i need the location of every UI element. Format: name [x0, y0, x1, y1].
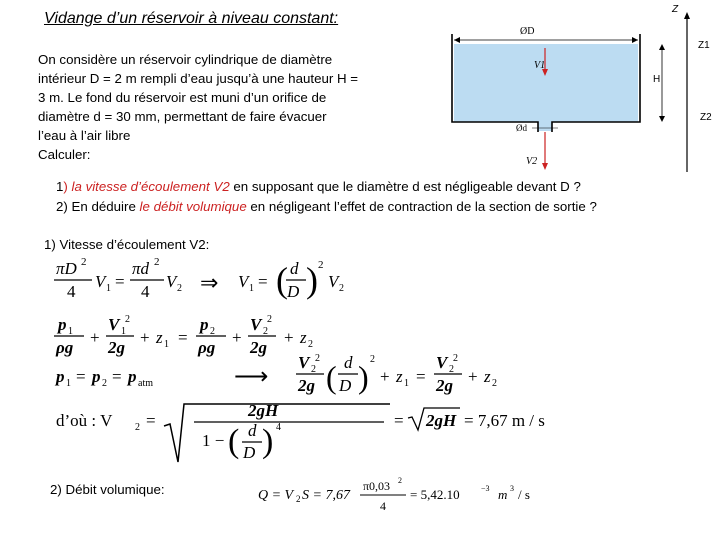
problem-statement — [38, 50, 418, 164]
diameter-arrow-left — [454, 37, 460, 43]
eq5-s: S = 7,67 — [302, 488, 350, 503]
svg-text:z: z — [396, 367, 403, 386]
eq3-arrow: ⟶ — [234, 364, 269, 390]
v2-arrowhead — [542, 163, 548, 170]
svg-text:d: d — [248, 421, 257, 440]
bernoulli-equation — [54, 314, 313, 357]
v1-label: V1 — [534, 60, 546, 71]
section-1-heading: 1) Vitesse d’écoulement V2: — [44, 237, 210, 252]
eq1b-v1: V — [238, 272, 249, 291]
eq1-exp: 2 — [81, 256, 87, 268]
svg-text:=: = — [76, 367, 86, 386]
svg-text:p: p — [58, 315, 67, 334]
svg-text:2: 2 — [296, 494, 301, 504]
svg-text:2g: 2g — [250, 338, 267, 357]
question-2-text: en négligeant l’effet de contraction de la section de sortie ? — [246, 199, 597, 214]
velocity-result — [56, 401, 545, 462]
svg-text:2g: 2g — [436, 376, 453, 395]
question-2-highlight: le débit volumique — [139, 199, 247, 214]
z2-label: Z2 — [700, 112, 712, 123]
svg-text:2: 2 — [102, 378, 107, 389]
eq4-one-minus: 1 − — [202, 431, 225, 450]
question-1-number: 1 — [56, 179, 64, 194]
svg-text:): ) — [358, 359, 369, 395]
svg-text:=: = — [112, 367, 122, 386]
svg-text:V: V — [108, 315, 120, 334]
eq1-equals: = — [115, 272, 125, 291]
svg-text:2gH: 2gH — [426, 411, 457, 430]
eq1-pi-D: πD — [56, 259, 77, 278]
svg-text:+: + — [232, 328, 242, 347]
eq1-four-2: 4 — [141, 282, 150, 301]
svg-text:2: 2 — [449, 364, 454, 375]
eq2-plus-1: + — [90, 328, 100, 347]
svg-text:(: ( — [326, 359, 337, 395]
eq5-den: 4 — [380, 499, 386, 513]
question-1 — [56, 179, 581, 194]
svg-text:1: 1 — [164, 339, 169, 350]
eq5-num: π0,03 — [363, 479, 391, 493]
eq1-v1-sub: 1 — [106, 283, 111, 294]
eq1b-equals: = — [258, 272, 268, 291]
svg-text:=: = — [146, 411, 156, 430]
eq4-dou: d’où : V — [56, 411, 113, 430]
flow-rate-result — [258, 476, 530, 513]
svg-text:+: + — [468, 367, 478, 386]
continuity-equation — [54, 256, 344, 301]
svg-text:+: + — [140, 328, 150, 347]
diameter-label: ØD — [520, 26, 535, 37]
svg-text:V: V — [298, 353, 310, 372]
eq5-unit-exp: 3 — [510, 484, 514, 493]
svg-text:=: = — [178, 328, 188, 347]
eq1-four-1: 4 — [67, 282, 76, 301]
svg-text:+: + — [284, 328, 294, 347]
svg-text:D: D — [339, 376, 352, 395]
eq4-two-gh: 2gH — [248, 401, 279, 420]
question-2 — [56, 199, 597, 214]
svg-text:2g: 2g — [298, 376, 315, 395]
svg-text:): ) — [262, 423, 274, 460]
question-1-text: en supposant que le diamètre d est négligeable devant D ? — [229, 179, 581, 194]
svg-text:V: V — [436, 353, 448, 372]
question-2-prefix: 2) En déduire — [56, 199, 140, 214]
svg-text:p: p — [200, 315, 209, 334]
svg-text:2: 2 — [267, 314, 272, 325]
tank-water — [454, 44, 638, 122]
svg-text:+: + — [380, 367, 390, 386]
svg-text:D: D — [243, 443, 256, 462]
svg-text:2: 2 — [210, 326, 215, 337]
eq5-exp: 2 — [398, 476, 402, 485]
diameter-arrow-right — [632, 37, 638, 43]
eq2-rho-g-1: ρg — [56, 338, 74, 357]
eq1-implies: ⇒ — [200, 270, 219, 295]
orifice-water — [538, 120, 552, 131]
svg-text:2: 2 — [370, 354, 375, 365]
eq1b-v2-sub: 2 — [339, 283, 344, 294]
svg-text:z: z — [484, 367, 491, 386]
svg-text:1: 1 — [66, 378, 71, 389]
svg-text:z: z — [156, 328, 163, 347]
svg-text:d: d — [290, 259, 299, 278]
z1-label: Z1 — [698, 40, 710, 51]
z-axis-arrow — [684, 12, 690, 19]
question-1-highlight: la vitesse d’écoulement V2 — [67, 179, 230, 194]
v2-label: V2 — [526, 156, 538, 167]
svg-text:=: = — [416, 367, 426, 386]
eq5-exp-neg: −3 — [481, 484, 490, 493]
statement-line: l’eau à l’air libre — [38, 128, 131, 143]
eq1-pi-d: πd — [132, 259, 150, 278]
svg-text:4: 4 — [276, 422, 281, 433]
section-2-heading: 2) Débit volumique: — [50, 482, 165, 497]
pressure-equation — [54, 353, 497, 395]
question-1-paren: ) — [63, 179, 68, 194]
eq3-patm-sub: atm — [138, 378, 153, 389]
svg-text:2: 2 — [308, 339, 313, 350]
svg-text:2: 2 — [492, 378, 497, 389]
page-title: Vidange d’un réservoir à niveau constant: — [44, 10, 339, 27]
eq1b-paren-open: ( — [276, 260, 288, 300]
eq1b-v2: V — [328, 272, 339, 291]
svg-text:z: z — [300, 328, 307, 347]
statement-line: On considère un réservoir cylindrique de diamètre — [38, 52, 333, 67]
height-arrow-top — [659, 44, 665, 50]
statement-line: Calculer: — [38, 147, 91, 162]
eq5-unit: m — [498, 487, 508, 502]
svg-text:d: d — [344, 353, 353, 372]
svg-text:2: 2 — [263, 326, 268, 337]
svg-text:2: 2 — [315, 353, 320, 364]
svg-text:(: ( — [228, 423, 240, 460]
eq1-exp-2: 2 — [154, 256, 160, 268]
eq1-v2-sub: 2 — [177, 283, 182, 294]
svg-text:ρg: ρg — [198, 338, 216, 357]
svg-text:p: p — [56, 367, 65, 386]
eq5-unit-tail: / s — [518, 487, 530, 502]
svg-text:1: 1 — [404, 378, 409, 389]
small-diameter-label: Ød — [516, 123, 527, 133]
svg-text:2: 2 — [135, 422, 140, 433]
eq1-v2: V — [166, 272, 177, 291]
svg-text:2: 2 — [125, 314, 130, 325]
tank-diagram — [440, 0, 720, 175]
eq1b-paren-close: ) — [306, 260, 318, 300]
height-label: H — [653, 74, 661, 85]
statement-line: 3 m. Le fond du réservoir est muni d’un orifice de — [38, 90, 327, 105]
svg-text:=: = — [394, 411, 404, 430]
svg-text:2: 2 — [453, 353, 458, 364]
svg-text:p: p — [128, 367, 137, 386]
eq1b-v1-sub: 1 — [249, 283, 254, 294]
eq2-two-g-1: 2g — [108, 338, 125, 357]
eq1-v1: V — [95, 272, 106, 291]
svg-text:1: 1 — [68, 326, 73, 337]
eq5-result: = 5,42.10 — [410, 487, 460, 502]
eq1b-exp: 2 — [318, 259, 324, 271]
svg-text:1: 1 — [121, 326, 126, 337]
eq4-result: = 7,67 m / s — [464, 411, 545, 430]
svg-text:p: p — [92, 367, 101, 386]
eq5-lhs: Q = V — [258, 488, 294, 503]
height-arrow-bottom — [659, 116, 665, 122]
svg-text:V: V — [250, 315, 262, 334]
statement-line: intérieur D = 2 m rempli d’eau jusqu’à une hauteur H = — [38, 71, 359, 86]
svg-text:D: D — [287, 282, 300, 301]
statement-line: diamètre d = 30 mm, permettant de faire évacuer — [38, 109, 327, 124]
svg-text:2: 2 — [311, 364, 316, 375]
z-axis-label: Z — [672, 4, 679, 15]
